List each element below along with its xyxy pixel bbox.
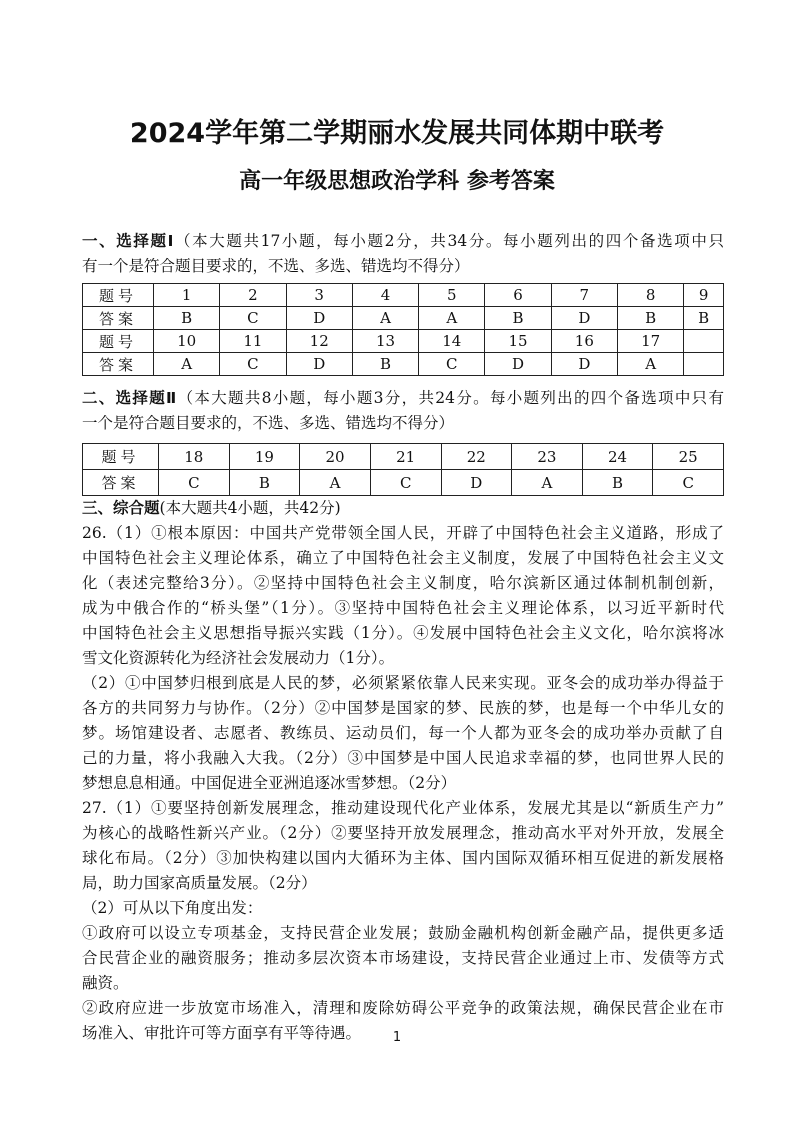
row-label: 答案 xyxy=(83,353,154,376)
table-cell: A xyxy=(352,307,418,330)
section2-heading: 二、选择题Ⅱ xyxy=(82,389,178,407)
answer-line: 梦想息息相通。中国促进全亚洲追逐冰雪梦想。（2分） xyxy=(82,774,457,792)
answer-line: 雪文化资源转化为经济社会发展动力（1分）。 xyxy=(82,649,395,667)
table-cell: 6 xyxy=(485,284,551,307)
answer-line: ①政府可以设立专项基金，支持民营企业发展；鼓励金融机构创新金融产品，提供更多适 xyxy=(82,924,724,942)
answer-line: （2）可从以下角度出发： xyxy=(82,899,263,917)
table-cell: B xyxy=(617,307,683,330)
answer-line: 27.（1）①要坚持创新发展理念，推动建设现代化产业体系，发展尤其是以“新质生产力” xyxy=(82,799,724,817)
row-label: 题号 xyxy=(83,284,154,307)
table-cell: B xyxy=(352,353,418,376)
table-cell: 8 xyxy=(617,284,683,307)
section3-heading: 三、综合题 xyxy=(82,499,160,517)
answer-line: 成为中俄合作的“桥头堡”（1分）。③坚持中国特色社会主义理论体系，以习近平新时代 xyxy=(82,599,724,617)
table-cell: C xyxy=(220,353,286,376)
table-cell: C xyxy=(220,307,286,330)
table-cell: D xyxy=(286,353,352,376)
table-cell: D xyxy=(441,470,512,496)
table-cell: C xyxy=(653,470,724,496)
table-cell: A xyxy=(512,470,583,496)
answer-line: 局，助力国家高质量发展。（2分） xyxy=(82,874,317,892)
table-cell: D xyxy=(551,353,617,376)
table-cell: 18 xyxy=(159,444,230,470)
section1-heading: 一、选择题Ⅰ xyxy=(82,232,175,250)
table-cell: 12 xyxy=(286,330,352,353)
section1-text: 有一个是符合题目要求的，不选、多选、错选均不得分） xyxy=(82,257,470,275)
answer-line: 中国特色社会主义思想指导振兴实践（1分）。④发展中国特色社会主义文化，哈尔滨将冰 xyxy=(82,624,724,642)
table-cell: D xyxy=(485,353,551,376)
table-cell xyxy=(684,353,724,376)
table-cell: 16 xyxy=(551,330,617,353)
table-cell: 2 xyxy=(220,284,286,307)
table-cell: C xyxy=(370,470,441,496)
table-cell: 14 xyxy=(419,330,485,353)
table-cell: 15 xyxy=(485,330,551,353)
table-cell: 5 xyxy=(419,284,485,307)
answer-line: 合民营企业的融资服务；推动多层次资本市场建设，支持民营企业通过上市、发债等方式 xyxy=(82,949,724,967)
table-cell: C xyxy=(159,470,230,496)
answer-line: 26.（1）①根本原因：中国共产党带领全国人民，开辟了中国特色社会主义道路，形成了 xyxy=(82,524,724,542)
document-title: 2024学年第二学期丽水发展共同体期中联考 xyxy=(129,118,665,149)
section2-text: （本大题共8小题，每小题3分，共24分。每小题列出的四个备选项中只有 xyxy=(177,389,724,407)
answer-line: 球化布局。（2分）③加快构建以国内大循环为主体、国内国际双循环相互促进的新发展格 xyxy=(82,849,724,867)
table-cell xyxy=(684,330,724,353)
table-cell: B xyxy=(582,470,653,496)
table-cell: 25 xyxy=(653,444,724,470)
table-cell: D xyxy=(551,307,617,330)
table-cell: 13 xyxy=(352,330,418,353)
table-cell: A xyxy=(617,353,683,376)
table-cell: C xyxy=(419,353,485,376)
answer-line: 化（表述完整给3分）。②坚持中国特色社会主义制度，哈尔滨新区通过体制机制创新， xyxy=(82,574,724,592)
table-cell: 9 xyxy=(684,284,724,307)
table-cell: 24 xyxy=(582,444,653,470)
row-label: 答案 xyxy=(83,307,154,330)
answer-line: 融资。 xyxy=(82,974,129,992)
table-cell: 11 xyxy=(220,330,286,353)
table-cell: A xyxy=(154,353,220,376)
table-cell: A xyxy=(419,307,485,330)
answer-line: 各方的共同努力与协作。（2分）②中国梦是国家的梦、民族的梦，也是每一个中华儿女的 xyxy=(82,699,724,717)
row-label: 题号 xyxy=(83,330,154,353)
section2-intro xyxy=(82,386,724,436)
answer-line: 梦。场馆建设者、志愿者、教练员、运动员们，每一个人都为亚冬会的成功举办贡献了自 xyxy=(82,724,724,742)
table-cell: 23 xyxy=(512,444,583,470)
section1-text: （本大题共17小题，每小题2分，共34分。每小题列出的四个备选项中只 xyxy=(174,232,724,250)
section2-answer-table xyxy=(82,443,724,496)
table-cell: 1 xyxy=(154,284,220,307)
row-label: 题号 xyxy=(83,444,159,470)
row-label: 答案 xyxy=(83,470,159,496)
section1-answer-table xyxy=(82,283,724,376)
table-cell: B xyxy=(485,307,551,330)
answer-line: （2）①中国梦归根到底是人民的梦，必须紧紧依靠人民来实现。亚冬会的成功举办得益于 xyxy=(82,674,724,692)
table-cell: 7 xyxy=(551,284,617,307)
answer-line: 为核心的战略性新兴产业。（2分）②要坚持开放发展理念，推动高水平对外开放，发展全 xyxy=(82,824,724,842)
table-cell: B xyxy=(684,307,724,330)
table-cell: 4 xyxy=(352,284,418,307)
section3 xyxy=(82,496,724,1046)
table-cell: 22 xyxy=(441,444,512,470)
table-cell: B xyxy=(154,307,220,330)
section3-note: (本大题共4小题，共42分) xyxy=(159,499,341,517)
answer-line: 场准入、审批许可等方面享有平等待遇。 xyxy=(82,1024,362,1042)
section1-intro xyxy=(82,229,724,279)
table-cell: 3 xyxy=(286,284,352,307)
table-cell: 20 xyxy=(300,444,371,470)
document-subtitle: 高一年级思想政治学科 参考答案 xyxy=(239,169,555,194)
table-cell: 21 xyxy=(370,444,441,470)
answer-line: ②政府应进一步放宽市场准入，清理和废除妨碍公平竞争的政策法规，确保民营企业在市 xyxy=(82,999,724,1017)
table-cell: D xyxy=(286,307,352,330)
page-number: 1 xyxy=(392,1030,402,1045)
answer-line: 中国特色社会主义理论体系，确立了中国特色社会主义制度，发展了中国特色社会主义文 xyxy=(82,549,724,567)
answer-line: 己的力量，将小我融入大我。（2分）③中国梦是中国人民追求幸福的梦，也同世界人民的 xyxy=(82,749,724,767)
table-cell: A xyxy=(300,470,371,496)
table-cell: B xyxy=(229,470,300,496)
table-cell: 10 xyxy=(154,330,220,353)
table-cell: 19 xyxy=(229,444,300,470)
section2-text: 一个是符合题目要求的，不选、多选、错选均不得分） xyxy=(82,414,455,432)
table-cell: 17 xyxy=(617,330,683,353)
